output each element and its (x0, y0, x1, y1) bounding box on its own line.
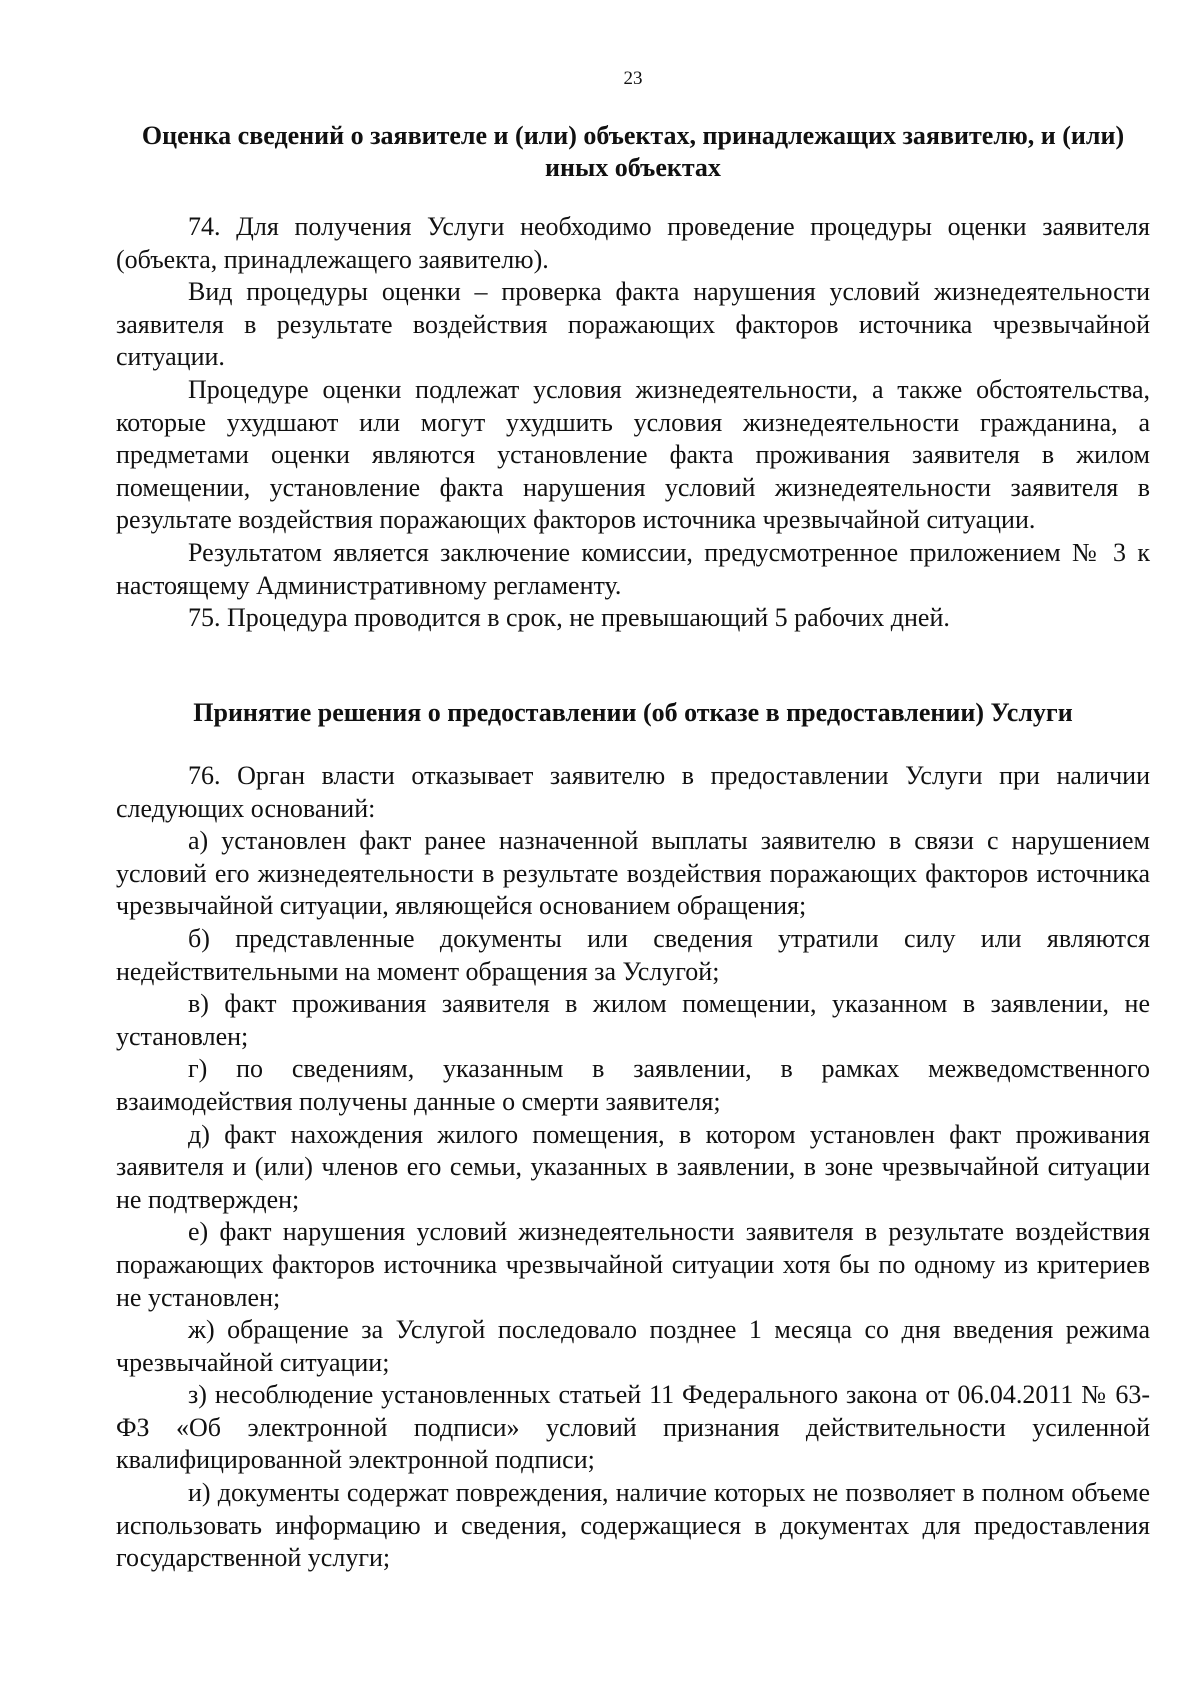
refusal-ground-d: д) факт нахождения жилого помещения, в котором установлен факт проживания заявителя и (или) членов его семьи, указанных в заявлении, в зоне чрезвычайной ситуации не подтвержден; (116, 1119, 1150, 1214)
paragraph-75: 75. Процедура проводится в срок, не превышающий 5 рабочих дней. (188, 603, 950, 633)
page-number: 23 (623, 68, 643, 89)
decision-section-body (116, 760, 1150, 1575)
refusal-ground-z: з) несоблюдение установленных статьей 11 Федерального закона от 06.04.2011 № 63-ФЗ «Об электронной подписи» условий признания действительности усиленной квалифицированной электронной подписи; (116, 1380, 1150, 1475)
refusal-ground-b: б) представленные документы или сведения утратили силу или являются недействительными на момент обращения за Услугой; (116, 923, 1150, 986)
paragraph-74: 74. Для получения Услуги необходимо проведение процедуры оценки заявителя (объекта, принадлежащего заявителю). (116, 212, 1150, 274)
paragraph-procedure-subject: Процедуре оценки подлежат условия жизнедеятельности, а также обстоятельства, которые ухудшают или могут ухудшить условия жизнедеятельности гражданина, а предметами оценки являются установление факта проживания заявителя в жилом помещении, установление факта нарушения условий жизнедеятельности заявителя в результате воздействия поражающих факторов источника чрезвычайной ситуации. (116, 374, 1150, 535)
paragraph-result: Результатом является заключение комиссии, предусмотренное приложением № 3 к настоящему Административному регламенту. (116, 537, 1150, 600)
section-heading-assessment: Оценка сведений о заявителе и (или) объектах, принадлежащих заявителю, и (или) иных объектах (141, 121, 1125, 182)
section-heading-decision: Принятие решения о предоставлении (об отказе в предоставлении) Услуги (193, 698, 1073, 727)
assessment-section-body (116, 211, 1150, 635)
refusal-ground-v: в) факт проживания заявителя в жилом помещении, указанном в заявлении, не установлен; (116, 989, 1150, 1051)
refusal-ground-a: а) установлен факт ранее назначенной выплаты заявителю в связи с нарушением условий его жизнедеятельности в результате воздействия поражающих факторов источника чрезвычайной ситуации, являющейся основанием обращения; (116, 826, 1150, 921)
paragraph-76: 76. Орган власти отказывает заявителю в предоставлении Услуги при наличии следующих оснований: (116, 761, 1150, 823)
refusal-ground-zh: ж) обращение за Услугой последовало позднее 1 месяца со дня введения режима чрезвычайной ситуации; (116, 1315, 1150, 1377)
refusal-ground-e: е) факт нарушения условий жизнедеятельности заявителя в результате воздействия поражающих факторов источника чрезвычайной ситуации хотя бы по одному из критериев не установлен; (116, 1217, 1150, 1312)
refusal-ground-i: и) документы содержат повреждения, наличие которых не позволяет в полном объеме использовать информацию и сведения, содержащиеся в документах для предоставления государственной услуги; (116, 1478, 1150, 1573)
refusal-ground-g: г) по сведениям, указанным в заявлении, в рамках межведомственного взаимодействия получены данные о смерти заявителя; (116, 1054, 1150, 1116)
paragraph-procedure-type: Вид процедуры оценки – проверка факта нарушения условий жизнедеятельности заявителя в результате воздействия поражающих факторов источника чрезвычайной ситуации. (116, 277, 1150, 372)
